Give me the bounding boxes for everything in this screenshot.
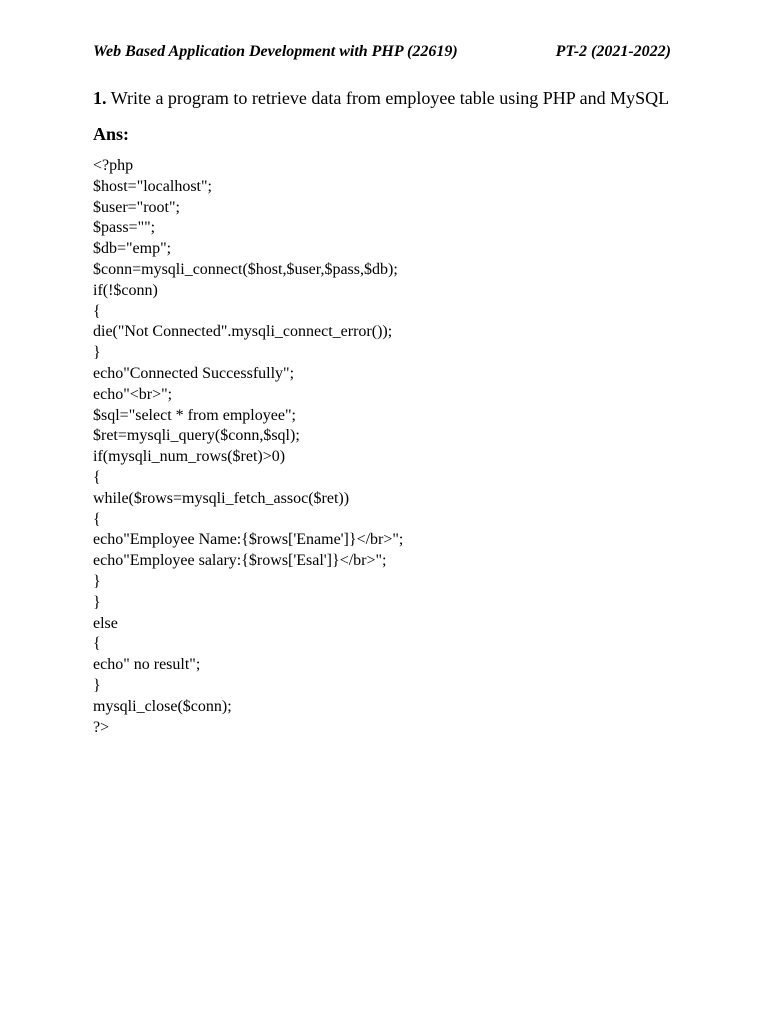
code-line: ?> xyxy=(93,718,110,736)
code-line: } xyxy=(93,593,101,611)
code-line: { xyxy=(93,635,101,653)
code-line: { xyxy=(93,468,101,486)
code-line: } xyxy=(93,572,101,590)
code-line: else xyxy=(93,614,118,632)
code-line: $conn=mysqli_connect($host,$user,$pass,$db); xyxy=(93,260,398,278)
code-line: echo" no result"; xyxy=(93,656,201,674)
code-line: $ret=mysqli_query($conn,$sql); xyxy=(93,427,300,445)
test-label: PT-2 (2021-2022) xyxy=(555,43,671,60)
answer-label: Ans: xyxy=(93,124,130,144)
code-line: mysqli_close($conn); xyxy=(93,697,232,715)
code-line: echo"Connected Successfully"; xyxy=(93,364,295,382)
page-header xyxy=(93,40,671,64)
code-line: die("Not Connected".mysqli_connect_error()); xyxy=(93,323,393,341)
code-line: echo"Employee Name:{$rows['Ename']}</br>"; xyxy=(93,531,404,549)
code-block xyxy=(93,156,713,738)
course-title: Web Based Application Development with PHP (22619) xyxy=(93,43,458,60)
question xyxy=(93,86,693,110)
code-line: } xyxy=(93,676,101,694)
question-text: Write a program to retrieve data from employee table using PHP and MySQL xyxy=(110,88,670,108)
code-line: while($rows=mysqli_fetch_assoc($ret)) xyxy=(93,489,350,507)
code-line: $user="root"; xyxy=(93,198,180,216)
code-line: echo"Employee salary:{$rows['Esal']}</br>"; xyxy=(93,552,387,570)
question-number: 1. xyxy=(93,88,107,108)
code-line: if(mysqli_num_rows($ret)>0) xyxy=(93,448,286,466)
code-line: <?php xyxy=(93,157,134,174)
code-line: { xyxy=(93,302,101,320)
code-line: if(!$conn) xyxy=(93,281,158,299)
code-line: $db="emp"; xyxy=(93,240,172,258)
code-line: $pass=""; xyxy=(93,219,156,237)
code-line: $host="localhost"; xyxy=(93,177,212,195)
code-line: } xyxy=(93,344,101,362)
code-line: $sql="select * from employee"; xyxy=(93,406,296,424)
code-line: { xyxy=(93,510,101,528)
code-line: echo"<br>"; xyxy=(93,385,173,403)
